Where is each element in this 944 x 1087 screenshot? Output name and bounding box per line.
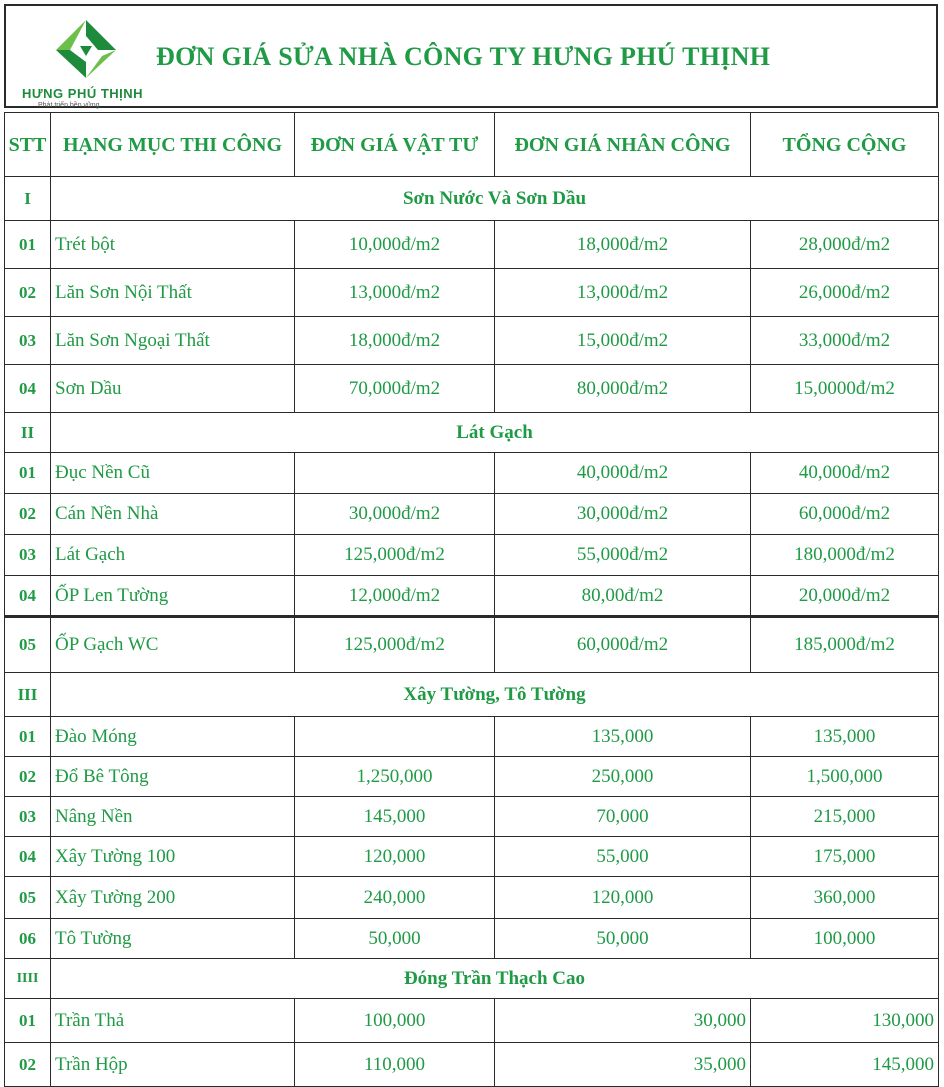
- section-row: [5, 959, 939, 999]
- row-total: 215,000: [751, 797, 939, 837]
- row-material: 1,250,000: [295, 757, 495, 797]
- table-row: [5, 877, 939, 919]
- table-row: [5, 837, 939, 877]
- row-total: 15,0000đ/m2: [751, 365, 939, 413]
- row-name: Lăn Sơn Nội Thất: [51, 269, 295, 317]
- row-material: 145,000: [295, 797, 495, 837]
- row-name: ỐP Gạch WC: [51, 617, 295, 673]
- row-labor: 30,000: [495, 999, 751, 1043]
- row-total: 180,000đ/m2: [751, 535, 939, 576]
- table-row: [5, 1043, 939, 1087]
- row-name: Trần Thả: [51, 999, 295, 1043]
- row-stt: 01: [5, 453, 51, 494]
- row-labor: 50,000: [495, 919, 751, 959]
- section-code: IIII: [5, 959, 51, 999]
- logo-name: HƯNG PHÚ THỊNH: [22, 86, 144, 101]
- row-name: Xây Tường 100: [51, 837, 295, 877]
- table-row: [5, 757, 939, 797]
- row-stt: 03: [5, 535, 51, 576]
- section-title: Đóng Trần Thạch Cao: [51, 959, 939, 999]
- row-labor: 70,000: [495, 797, 751, 837]
- row-labor: 135,000: [495, 717, 751, 757]
- row-total: 175,000: [751, 837, 939, 877]
- row-stt: 04: [5, 576, 51, 617]
- table-row: [5, 535, 939, 576]
- row-name: Cán Nền Nhà: [51, 494, 295, 535]
- row-labor: 80,00đ/m2: [495, 576, 751, 617]
- row-stt: 02: [5, 269, 51, 317]
- col-header-total: TỔNG CỘNG: [751, 113, 939, 177]
- row-total: 28,000đ/m2: [751, 221, 939, 269]
- row-stt: 04: [5, 837, 51, 877]
- row-stt: 03: [5, 317, 51, 365]
- row-labor: 120,000: [495, 877, 751, 919]
- row-total: 26,000đ/m2: [751, 269, 939, 317]
- row-labor: 13,000đ/m2: [495, 269, 751, 317]
- row-labor: 30,000đ/m2: [495, 494, 751, 535]
- row-total: 40,000đ/m2: [751, 453, 939, 494]
- row-labor: 80,000đ/m2: [495, 365, 751, 413]
- row-material: 30,000đ/m2: [295, 494, 495, 535]
- table-row: [5, 999, 939, 1043]
- row-name: Đào Móng: [51, 717, 295, 757]
- row-name: Xây Tường 200: [51, 877, 295, 919]
- row-labor: 60,000đ/m2: [495, 617, 751, 673]
- row-labor: 35,000: [495, 1043, 751, 1087]
- col-header-stt: STT: [5, 113, 51, 177]
- row-material: 50,000: [295, 919, 495, 959]
- row-name: Lát Gạch: [51, 535, 295, 576]
- table-row: [5, 494, 939, 535]
- table-row: [5, 221, 939, 269]
- row-stt: 01: [5, 717, 51, 757]
- header: [4, 4, 938, 108]
- row-material: 240,000: [295, 877, 495, 919]
- company-logo: [16, 16, 166, 109]
- row-total: 20,000đ/m2: [751, 576, 939, 617]
- row-name: Đổ Bê Tông: [51, 757, 295, 797]
- table-row: [5, 617, 939, 673]
- col-header-material: ĐƠN GIÁ VẬT TƯ: [295, 113, 495, 177]
- row-material: [295, 717, 495, 757]
- section-code: I: [5, 177, 51, 221]
- section-title: Xây Tường, Tô Tường: [51, 673, 939, 717]
- row-material: 125,000đ/m2: [295, 535, 495, 576]
- section-code: II: [5, 413, 51, 453]
- row-labor: 55,000đ/m2: [495, 535, 751, 576]
- row-stt: 01: [5, 999, 51, 1043]
- row-material: 125,000đ/m2: [295, 617, 495, 673]
- row-material: 70,000đ/m2: [295, 365, 495, 413]
- row-labor: 55,000: [495, 837, 751, 877]
- row-name: Trần Hộp: [51, 1043, 295, 1087]
- table-row: [5, 576, 939, 617]
- logo-tagline: Phát triển bền vững: [38, 102, 100, 109]
- row-labor: 15,000đ/m2: [495, 317, 751, 365]
- row-stt: 04: [5, 365, 51, 413]
- section-row: [5, 673, 939, 717]
- section-code: III: [5, 673, 51, 717]
- row-total: 135,000: [751, 717, 939, 757]
- row-stt: 06: [5, 919, 51, 959]
- row-total: 60,000đ/m2: [751, 494, 939, 535]
- row-stt: 05: [5, 877, 51, 919]
- row-material: 120,000: [295, 837, 495, 877]
- row-name: Trét bột: [51, 221, 295, 269]
- price-table: [4, 112, 939, 1087]
- row-labor: 18,000đ/m2: [495, 221, 751, 269]
- row-material: [295, 453, 495, 494]
- pinwheel-logo-icon: [46, 16, 126, 82]
- row-total: 130,000: [751, 999, 939, 1043]
- table-row: [5, 317, 939, 365]
- row-name: ỐP Len Tường: [51, 576, 295, 617]
- row-name: Đục Nền Cũ: [51, 453, 295, 494]
- table-header-row: [5, 113, 939, 177]
- row-total: 1,500,000: [751, 757, 939, 797]
- row-stt: 03: [5, 797, 51, 837]
- table-row: [5, 717, 939, 757]
- table-row: [5, 797, 939, 837]
- row-stt: 05: [5, 617, 51, 673]
- row-material: 10,000đ/m2: [295, 221, 495, 269]
- table-row: [5, 365, 939, 413]
- table-row: [5, 453, 939, 494]
- row-total: 185,000đ/m2: [751, 617, 939, 673]
- row-stt: 02: [5, 494, 51, 535]
- page-title: ĐƠN GIÁ SỬA NHÀ CÔNG TY HƯNG PHÚ THỊNH: [156, 42, 771, 71]
- table-row: [5, 269, 939, 317]
- section-title: Sơn Nước Và Sơn Dầu: [51, 177, 939, 221]
- section-row: [5, 177, 939, 221]
- row-total: 360,000: [751, 877, 939, 919]
- col-header-labor: ĐƠN GIÁ NHÂN CÔNG: [495, 113, 751, 177]
- row-total: 100,000: [751, 919, 939, 959]
- row-labor: 40,000đ/m2: [495, 453, 751, 494]
- row-material: 18,000đ/m2: [295, 317, 495, 365]
- price-sheet: [4, 4, 938, 1075]
- row-name: Tô Tường: [51, 919, 295, 959]
- row-stt: 02: [5, 757, 51, 797]
- row-stt: 02: [5, 1043, 51, 1087]
- table-row: [5, 919, 939, 959]
- row-stt: 01: [5, 221, 51, 269]
- row-labor: 250,000: [495, 757, 751, 797]
- row-material: 110,000: [295, 1043, 495, 1087]
- row-total: 33,000đ/m2: [751, 317, 939, 365]
- row-name: Nâng Nền: [51, 797, 295, 837]
- col-header-item: HẠNG MỤC THI CÔNG: [51, 113, 295, 177]
- section-title: Lát Gạch: [51, 413, 939, 453]
- row-name: Lăn Sơn Ngoại Thất: [51, 317, 295, 365]
- row-name: Sơn Dầu: [51, 365, 295, 413]
- section-row: [5, 413, 939, 453]
- row-material: 13,000đ/m2: [295, 269, 495, 317]
- row-material: 12,000đ/m2: [295, 576, 495, 617]
- row-material: 100,000: [295, 999, 495, 1043]
- row-total: 145,000: [751, 1043, 939, 1087]
